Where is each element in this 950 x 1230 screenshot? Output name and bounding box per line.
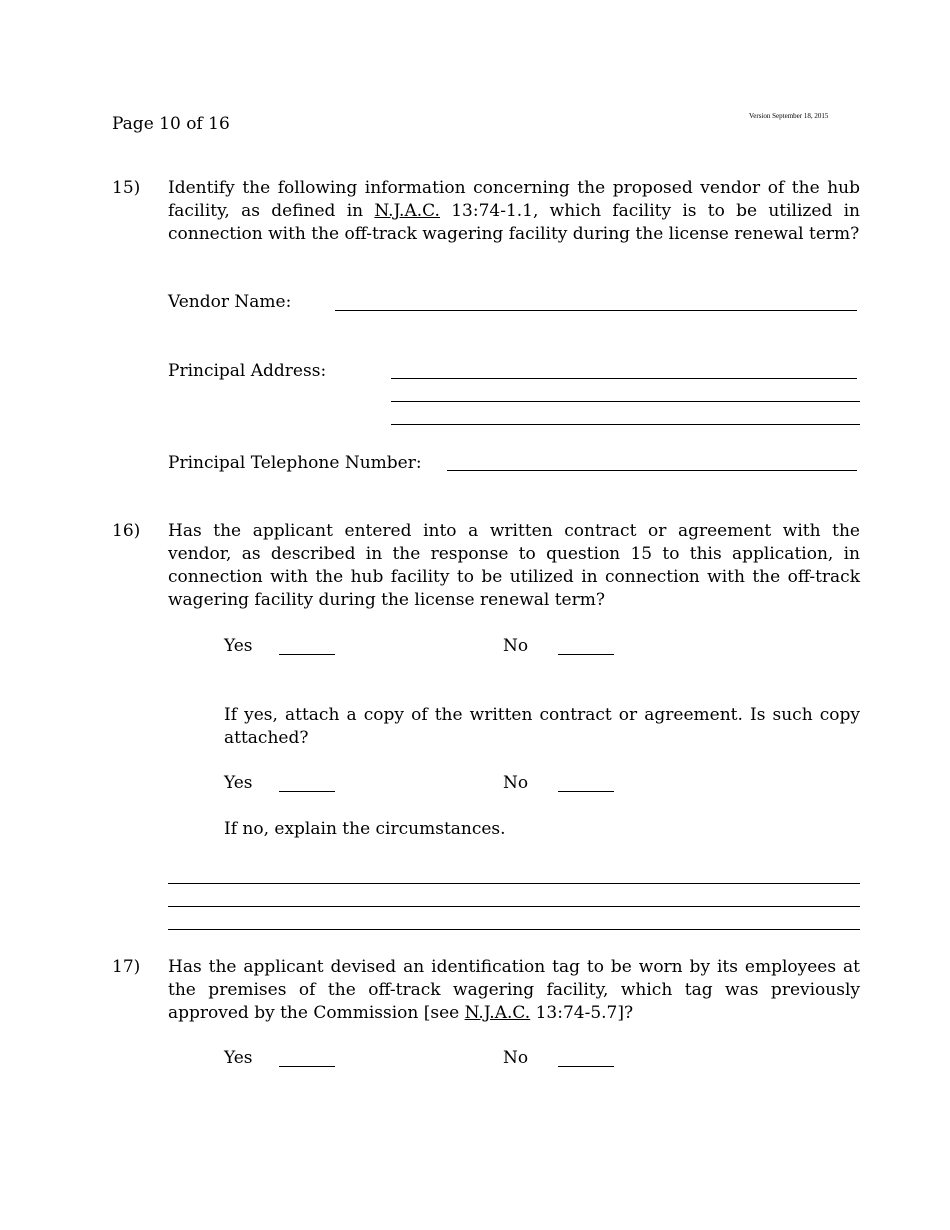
question-17-number: 17): [112, 957, 141, 977]
question-17-text-a: Has the applicant devised an identification tag to be worn by its employees at the premises of the off-track wagering facility, which tag was previously approved by the Commission [see: [168, 957, 860, 1023]
principal-address-label: Principal Address:: [168, 361, 327, 381]
q16-explain-text: If no, explain the circumstances.: [224, 819, 506, 839]
principal-telephone-field[interactable]: [447, 470, 857, 471]
principal-address-field-3[interactable]: [391, 424, 860, 425]
question-16-text: Has the applicant entered into a written contract or agreement with the vendor, as described in the response to question 15 to this application, in connection with the hub facility to be utilized in connection with the off-track wagering facility during the license renewal term?: [168, 521, 860, 610]
principal-address-field-2[interactable]: [391, 401, 860, 402]
q16-yes-label: Yes: [224, 636, 253, 656]
question-15-number: 15): [112, 178, 141, 198]
q16-attach-yes-blank[interactable]: [279, 791, 335, 792]
question-15-text: [168, 177, 860, 246]
question-16-number: 16): [112, 521, 141, 541]
principal-telephone-label: Principal Telephone Number:: [168, 453, 422, 473]
question-17-text: [168, 956, 860, 1025]
q16-no-blank[interactable]: [558, 654, 614, 655]
q17-yes-blank[interactable]: [279, 1066, 335, 1067]
q16-attach-yes-label: Yes: [224, 773, 253, 793]
page-number: Page 10 of 16: [112, 114, 230, 134]
vendor-name-field[interactable]: [335, 310, 857, 311]
q16-attach-no-blank[interactable]: [558, 791, 614, 792]
explain-field-1[interactable]: [168, 883, 860, 884]
q16-attach-no-label: No: [503, 773, 529, 793]
question-17-text-b: 13:74-5.7]?: [530, 1003, 634, 1023]
explain-field-2[interactable]: [168, 906, 860, 907]
question-15-reference: N.J.A.C.: [374, 201, 440, 221]
q16-yes-blank[interactable]: [279, 654, 335, 655]
principal-address-field-1[interactable]: [391, 378, 857, 379]
question-15-text-a: Identify the following information concerning the proposed vendor of the hub facility, as defined in: [168, 178, 860, 221]
explain-field-3[interactable]: [168, 929, 860, 930]
question-15-text-b: 13:74-1.1, which facility is to be utilized in connection with the off-track wagering facility during the license renewal term?: [168, 201, 860, 244]
q17-yes-label: Yes: [224, 1048, 253, 1068]
q17-no-label: No: [503, 1048, 529, 1068]
question-17-reference: N.J.A.C.: [464, 1003, 531, 1023]
q16-attach-text: If yes, attach a copy of the written contract or agreement. Is such copy attached?: [224, 705, 860, 748]
q17-no-blank[interactable]: [558, 1066, 614, 1067]
version-date: Version September 18, 2015: [749, 112, 829, 120]
q16-no-label: No: [503, 636, 529, 656]
vendor-name-label: Vendor Name:: [168, 292, 292, 312]
